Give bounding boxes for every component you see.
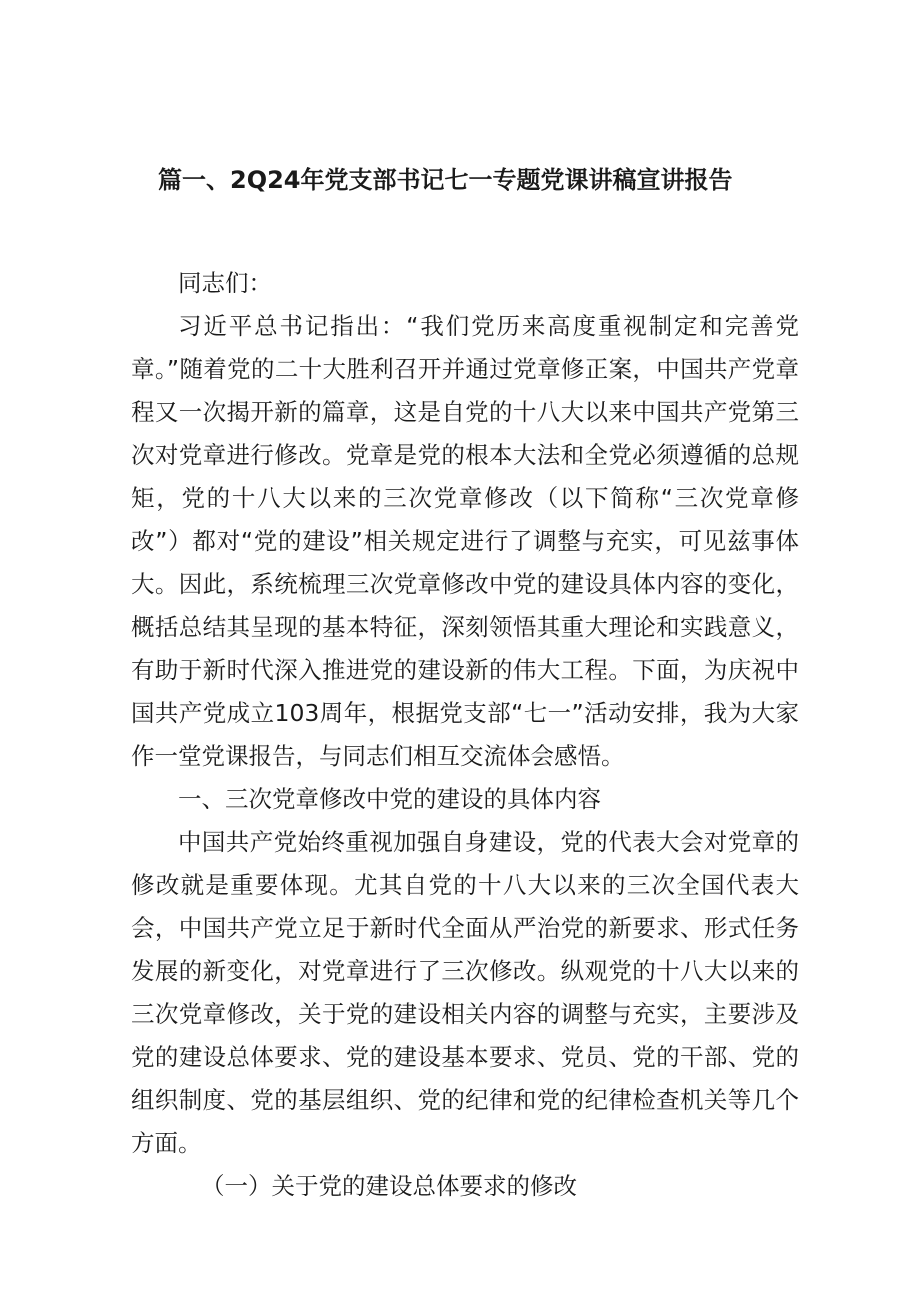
salutation: 同志们： [178, 269, 272, 297]
section-heading: 一、三次党章修改中党的建设的具体内容 [178, 785, 601, 813]
section-paragraph: 中国共产党始终重视加强自身建设，党的代表大会对党章的修改就是重要体现。尤其自党的十八大以来的三次全国代表大会，中国共产党立足于新时代全面从严治党的新要求、形式任务发展的新变化，对党章进行了三次修改。纵观党的十八大以来的三次党章修改，关于党的建设相关内容的调整与充实，主要涉及党的建设总体要求、党的建设基本要求、党员、党的干部、党的组织制度、党的基层组织、党的纪律和党的纪律检查机关等几个方面。 [131, 828, 799, 1157]
document-title: 篇一、2Q24年党支部书记七一专题党课讲稿宣讲报告 [158, 166, 733, 194]
document-body [131, 262, 799, 1208]
subsection-heading: （一）关于党的建设总体要求的修改 [201, 1172, 577, 1200]
intro-paragraph: 习近平总书记指出：“我们党历来高度重视制定和完善党章。”随着党的二十大胜利召开并通过党章修正案，中国共产党章程又一次揭开新的篇章，这是自党的十八大以来中国共产党第三次对党章进行修改。党章是党的根本大法和全党必须遵循的总规矩，党的十八大以来的三次党章修改（以下简称“三次党章修改”）都对“党的建设”相关规定进行了调整与充实，可见兹事体大。因此，系统梳理三次党章修改中党的建设具体内容的变化，概括总结其呈现的基本特征，深刻领悟其重大理论和实践意义，有助于新时代深入推进党的建设新的伟大工程。下面，为庆祝中国共产党成立103周年，根据党支部“七一”活动安排，我为大家作一堂党课报告，与同志们相互交流体会感悟。 [131, 312, 799, 770]
